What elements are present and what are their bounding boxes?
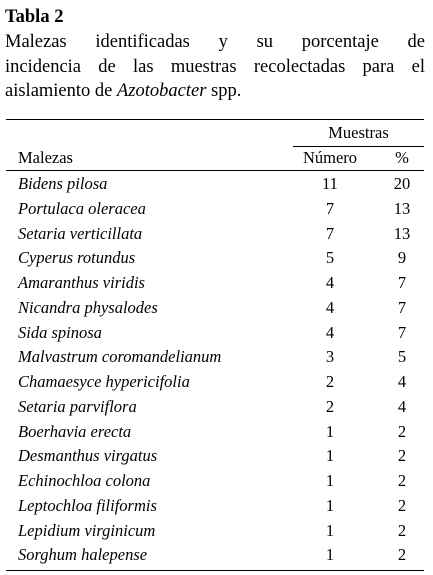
sample-percent: 2: [397, 495, 407, 515]
weed-name: Echinochloa colona: [18, 471, 151, 490]
sample-count: 4: [325, 297, 335, 317]
table-row: [0, 271, 433, 296]
table-row: [0, 246, 433, 271]
sample-percent: 7: [397, 273, 407, 292]
weed-name: Setaria parviflora: [18, 396, 137, 416]
weed-name: Sida spinosa: [18, 322, 102, 342]
weed-name: Malvastrum coromandelianum: [18, 347, 222, 367]
weed-name: Setaria verticillata: [18, 223, 143, 243]
table-row: [0, 519, 433, 544]
sample-count: 1: [325, 421, 335, 441]
table-row: [0, 296, 433, 321]
sample-percent: 20: [393, 174, 411, 193]
header-percent: %: [395, 148, 409, 167]
header-muestras: Muestras: [328, 123, 389, 142]
caption-line-3-prefix: aislamiento de: [5, 81, 117, 101]
table-row: [0, 543, 433, 568]
weed-name: Lepidium virginicum: [18, 520, 156, 540]
table-row: [0, 469, 433, 494]
sample-count: 1: [325, 471, 335, 490]
sample-count: 11: [322, 174, 338, 193]
sample-percent: 13: [393, 198, 411, 218]
caption-line-1: Malezas identificadas y su porcentaje de: [5, 32, 425, 52]
caption-line-3: [5, 79, 425, 104]
sample-percent: 9: [397, 248, 407, 268]
table-row: [0, 197, 433, 222]
sample-percent: 7: [397, 297, 407, 317]
table-row: [0, 420, 433, 445]
header-malezas: Malezas: [18, 148, 73, 167]
table-row: [0, 222, 433, 247]
sample-count: 2: [325, 372, 335, 391]
sample-count: 7: [325, 223, 335, 243]
sample-count: 4: [325, 273, 335, 292]
sample-count: 1: [325, 545, 335, 565]
weed-name: Boerhavia erecta: [18, 421, 132, 441]
table-top-rule: [6, 119, 424, 120]
sample-percent: 2: [397, 421, 407, 441]
weed-name: Desmanthus virgatus: [18, 446, 158, 466]
weed-name: Nicandra physalodes: [18, 297, 158, 317]
header-bottom-rule: [6, 170, 424, 171]
sample-percent: 5: [397, 347, 407, 367]
sample-percent: 4: [397, 372, 407, 391]
weed-name: Amaranthus viridis: [18, 273, 145, 292]
weed-name: Cyperus rotundus: [18, 248, 136, 268]
sample-percent: 4: [397, 396, 407, 416]
sample-count: 1: [325, 520, 335, 540]
weed-name: Leptochloa filiformis: [18, 495, 157, 515]
weed-name: Sorghum halepense: [18, 545, 148, 565]
header-numero: Número: [302, 148, 358, 167]
sample-count: 1: [325, 495, 335, 515]
sample-count: 3: [325, 347, 335, 367]
weed-name: Bidens pilosa: [18, 174, 108, 193]
table-row: [0, 345, 433, 370]
table-caption: [5, 30, 425, 104]
sample-count: 5: [325, 248, 335, 268]
table-row: [0, 444, 433, 469]
sample-count: 1: [325, 446, 335, 466]
weed-name: Portulaca oleracea: [18, 198, 146, 218]
sample-percent: 2: [397, 520, 407, 540]
sample-percent: 2: [397, 471, 407, 490]
table-label: Tabla 2: [5, 7, 64, 27]
caption-line-2: incidencia de las muestras recolectadas para el: [5, 56, 425, 77]
sample-percent: 13: [393, 223, 411, 243]
weed-name: Chamaesyce hypericifolia: [18, 372, 190, 391]
table-row: [0, 370, 433, 395]
table-bottom-rule: [6, 570, 424, 571]
header-group-rule: [293, 146, 424, 147]
sample-percent: 2: [397, 446, 407, 466]
table-row: [0, 494, 433, 519]
caption-line-3-suffix: spp.: [206, 81, 242, 101]
sample-count: 2: [325, 396, 335, 416]
table-row: [0, 172, 433, 197]
sample-percent: 2: [397, 545, 407, 565]
table-body: [0, 172, 433, 568]
table-row: [0, 395, 433, 420]
table-row: [0, 321, 433, 346]
sample-count: 4: [325, 322, 335, 342]
caption-genus: Azotobacter: [117, 81, 207, 101]
sample-percent: 7: [397, 322, 407, 342]
sample-count: 7: [325, 198, 335, 218]
